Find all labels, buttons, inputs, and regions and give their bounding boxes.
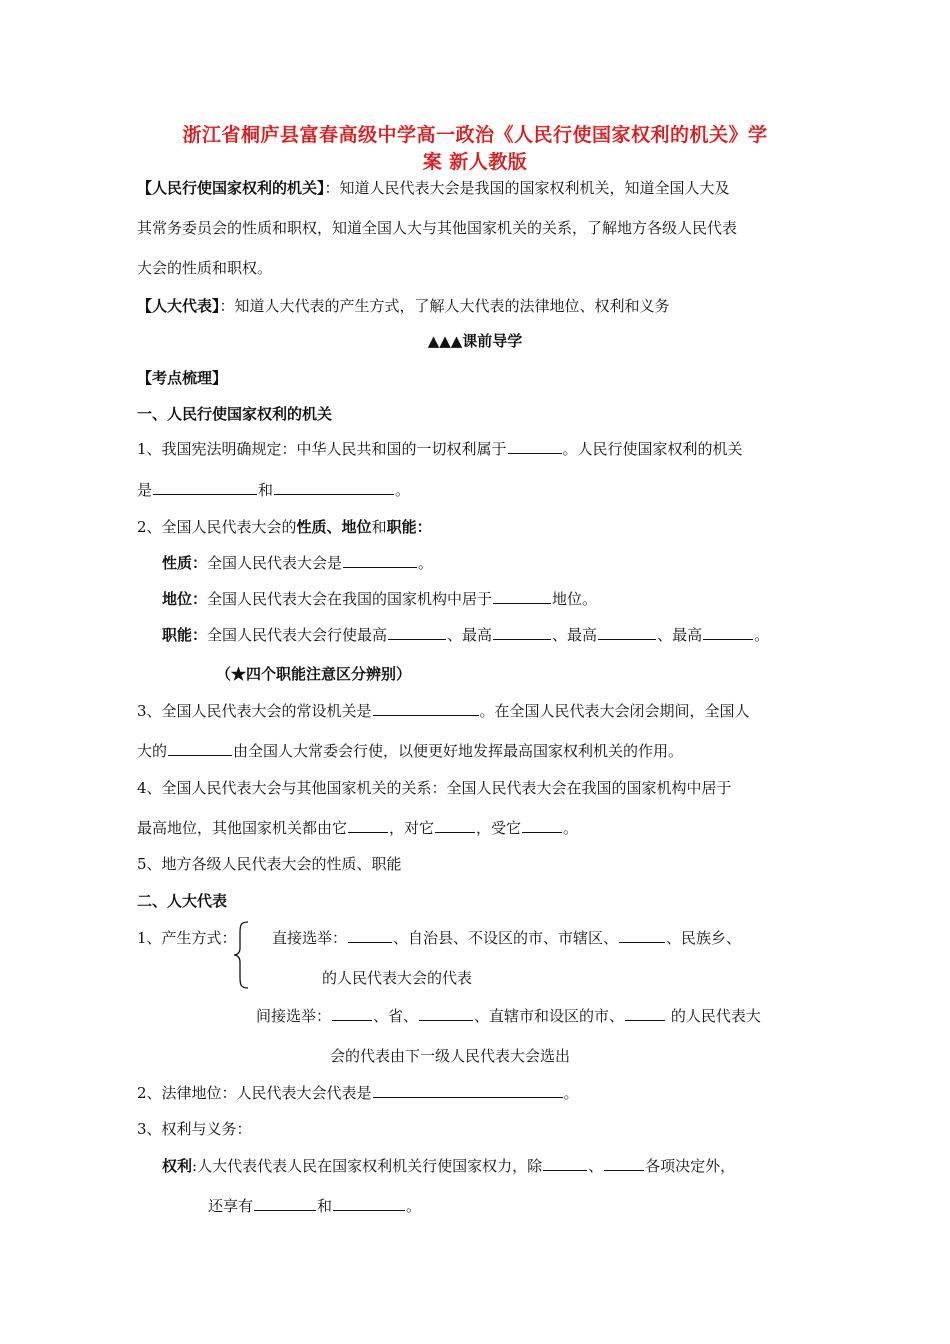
part1-q3-line-2 [137,740,683,762]
q-text: 、最高 [552,626,598,644]
q-bold: 性质、地位 [296,518,372,536]
fill-blank[interactable] [543,1155,587,1171]
fill-blank[interactable] [625,1005,665,1021]
q-text: 。 [754,626,770,644]
fill-blank[interactable] [522,817,562,833]
q-text: 直接选举： [272,929,348,947]
functions-label: 职能： [162,626,208,644]
q-text: 全国人民代表大会在我国的国家机构中居于 [207,590,493,608]
intro-text: ：知道人大代表的产生方式，了解人大代表的法律地位、权利和义务 [219,297,670,315]
intro-separator: ： [324,179,340,197]
part2-q3: 3、权利与义务： [137,1120,252,1138]
intro-paragraph-1-line-1 [137,177,730,199]
q-text: 是 [137,481,153,499]
part2-q1-label: 1、产生方式： [137,929,237,947]
q-text: 全国人民代表大会行使最高 [207,626,388,644]
q-text: 。 [563,819,579,837]
part2-q2 [137,1082,579,1104]
q-text: 和 [258,481,274,499]
fill-blank[interactable] [254,1195,316,1211]
q-text: 。 [395,481,411,499]
fill-blank[interactable] [348,927,392,943]
intro-paragraph-2 [137,295,670,317]
q-text: 、省、 [373,1007,419,1025]
part1-q1-line-1 [137,438,743,460]
q-text: 2、全国人民代表大会的 [137,518,297,536]
nature-label: 性质： [162,554,208,572]
q-text: 。人民行使国家权利的机关 [562,440,743,458]
q-text: 最高地位，其他国家机关都由它 [137,819,348,837]
q-bold: 职能： [386,518,432,536]
intro-paragraph-1-line-3: 大会的性质和职权。 [137,259,273,277]
q-text: ，受它 [476,819,522,837]
q-text: 大的 [137,742,168,760]
q-text: 、自治县、不设区的市、市辖区、 [393,929,619,947]
part1-q4-line-2 [137,817,578,839]
part1-q3-line-1 [137,700,750,722]
q-text: 和 [317,1197,333,1215]
fill-blank[interactable] [493,588,551,604]
fill-blank[interactable] [343,552,417,568]
q-text: 、直辖市和设区的市、 [474,1007,625,1025]
fill-blank[interactable] [508,438,562,454]
q-text: 全国人民代表大会是 [207,554,343,572]
intro-paragraph-1-line-2: 其常务委员会的性质和职权，知道全国人大与其他国家机关的关系，了解地方各级人民代表 [137,219,738,237]
title-line-1: 浙江省桐庐县富春高级中学高一政治《人民行使国家权利的机关》学 [182,124,768,146]
q-text: 。 [563,1084,579,1102]
q-text: 还享有 [208,1197,254,1215]
q-text: 、民族乡、 [666,929,742,947]
q-text: 。 [406,1197,422,1215]
fill-blank[interactable] [419,1005,473,1021]
part1-q1-line-2 [137,479,410,501]
part1-nature [162,552,433,574]
intro-text: 知道人民代表大会是我国的国家权利机关，知道全国人大及 [339,179,730,197]
q-text: 。 [418,554,434,572]
direct-election-line-2: 的人民代表大会的代表 [322,969,473,987]
q-text: 2、法律地位：人民代表大会代表是 [137,1084,372,1102]
fill-blank[interactable] [493,624,551,640]
q-text: 间接选举： [256,1007,332,1025]
q-text: 和 [371,518,387,536]
section-header: ▲▲▲课前导学 [427,332,523,350]
part1-q2 [137,516,432,538]
part1-heading: 一、人民行使国家权利的机关 [137,405,333,423]
intro-label-organ: 【人民行使国家权利的机关】 [137,179,325,197]
q-text: 由全国人大常委会行使，以便更好地发挥最高国家权利机关的作用。 [233,742,684,760]
fill-blank[interactable] [619,927,665,943]
status-label: 地位： [162,590,208,608]
curly-brace-icon [232,920,250,990]
rights-label: 权利 [162,1157,193,1175]
document-title [135,122,815,176]
intro-label-deputies: 【人大代表】 [137,297,220,315]
q-text: 、最高 [447,626,493,644]
functions-note: （★四个职能注意区分辨别） [216,665,412,683]
part1-q4-line-1: 4、全国人民代表大会与其他国家机关的关系：全国人民代表大会在我国的国家机构中居于 [137,779,732,797]
q-text: 。在全国人民代表大会闭会期间，全国人 [479,702,750,720]
fill-blank[interactable] [348,817,388,833]
q-text: 地位。 [552,590,598,608]
fill-blank[interactable] [373,1082,563,1098]
rights-line-1 [162,1155,735,1177]
kaodian-heading: 【考点梳理】 [137,369,228,387]
q-text: 的人民代表大 [666,1007,761,1025]
q-text: 3、全国人民代表大会的常设机关是 [137,702,372,720]
part1-status [162,588,597,610]
rights-line-2 [208,1195,421,1217]
q-text: 各项决定外， [645,1157,736,1175]
part1-functions [162,624,769,646]
q-text: :人大代表代表人民在国家权利机关行使国家权力，除 [192,1157,543,1175]
part2-heading: 二、人大代表 [137,892,228,910]
fill-blank[interactable] [604,1155,644,1171]
fill-blank[interactable] [332,1005,372,1021]
fill-blank[interactable] [168,740,232,756]
fill-blank[interactable] [153,479,257,495]
fill-blank[interactable] [274,479,394,495]
q-text: 、 [588,1157,604,1175]
q-text: 1、我国宪法明确规定：中华人民共和国的一切权利属于 [137,440,507,458]
fill-blank[interactable] [703,624,753,640]
q-text: ，对它 [389,819,435,837]
fill-blank[interactable] [373,700,479,716]
fill-blank[interactable] [598,624,656,640]
fill-blank[interactable] [435,817,475,833]
direct-election-line-1 [272,927,741,949]
indirect-election-line-2: 会的代表由下一级人民代表大会选出 [330,1047,571,1065]
title-line-2: 案 新人教版 [422,151,528,173]
q-text: 、最高 [657,626,703,644]
fill-blank[interactable] [333,1195,405,1211]
fill-blank[interactable] [388,624,446,640]
indirect-election-line-1 [256,1005,761,1027]
part1-q5: 5、地方各级人民代表大会的性质、职能 [137,855,402,873]
